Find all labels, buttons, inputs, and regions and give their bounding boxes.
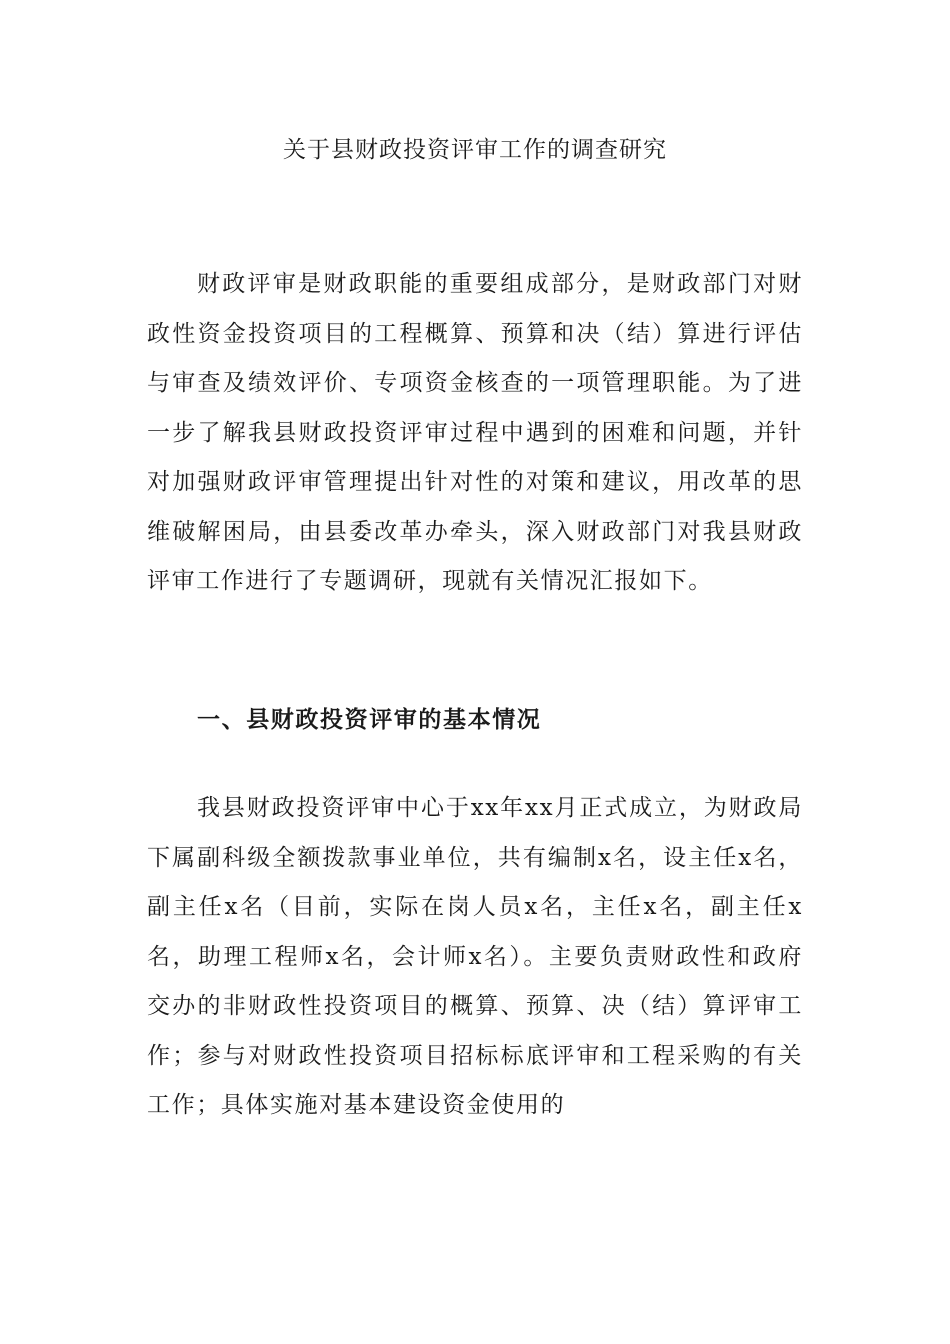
document-title: 关于县财政投资评审工作的调查研究 <box>283 137 667 163</box>
intro-paragraph: 财政评审是财政职能的重要组成部分，是财政部门对财政性资金投资项目的工程概算、预算和决（结）算进行评估与审查及绩效评价、专项资金核查的一项管理职能。为了进一步了解我县财政投资评审过程中遇到的困难和问题，并针对加强财政评审管理提出针对性的对策和建议，用改革的思维破解困局，由县委改革办牵头，深入财政部门对我县财政评审工作进行了专题调研，现就有关情况汇报如下。 <box>147 271 803 594</box>
section-heading: 一、县财政投资评审的基本情况 <box>197 706 542 733</box>
section-paragraph: 我县财政投资评审中心于xx年xx月正式成立，为财政局下属副科级全额拨款事业单位，共有编制x名，设主任x名，副主任x名（目前，实际在岗人员x名，主任x名，副主任x名，助理工程师x名，会计师x名）。主要负责财政性和政府交办的非财政性投资项目的概算、预算、决（结）算评审工作；参与对财政性投资项目招标标底评审和工程采购的有关工作；具体实施对基本建设资金使用的 <box>147 795 803 1118</box>
